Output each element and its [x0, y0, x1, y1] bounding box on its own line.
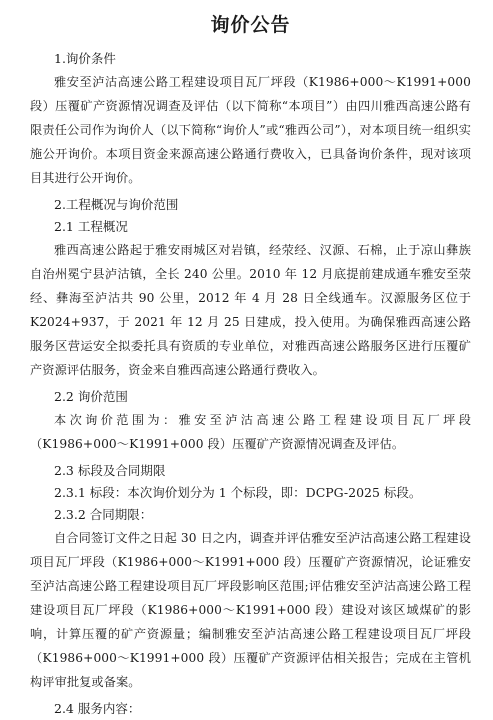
lot-item: 2.3.1 标段：本次询价划分为 1 个标段，即：DCPG-2025 标段。 [54, 485, 422, 500]
section-heading-overview-scope: 2.工程概况与询价范围 [54, 197, 179, 212]
contract-term-heading: 2.3.2 合同期限： [54, 507, 153, 522]
subsection-heading-service-content: 2.4 服务内容： [54, 701, 141, 716]
subsection-heading-lot-term: 2.3 标段及合同期限 [54, 463, 166, 478]
section-body-conditions: 雅安至泸沽高速公路工程建设项目瓦厂坪段（K1986+000～K1991+000 段）压覆矿产资源情况调查及评估（以下简称“本项目”）由四川雅西高速公路有限责任公司作为询价人（以下简称“询价人”或“雅西公司”），对本项目统一组织实施公开询价。本项目资金来源高速公路通行费收入，已具备询价条件，现对该项目其进行公开询价。 [30, 75, 471, 185]
page-title: 询价公告 [210, 14, 291, 36]
subsection-body-overview: 雅西高速公路起于雅安雨城区对岩镇，经荥经、汉源、石棉，止于凉山彝族自治州冕宁县泸沽镇，全长 240 公里。2010 年 12 月底提前建成通车雅安至荥经、彝海至泸沽共 90 公里，2012 年 4 月 28 日全线通车。汉源服务区位于 K2024+937，于 2021 年 12 月 25 日建成，投入使用。为确保雅西高速公路服务区营运安全拟委托具有资质的专业单位，对雅西高速公路服务区进行压覆矿产资源评估服务，资金来自雅西高速公路通行费收入。 [30, 243, 471, 377]
section-heading-conditions: 1.询价条件 [54, 51, 116, 66]
subsection-body-scope: 本次询价范围为：雅安至泸沽高速公路工程建设项目瓦厂坪段（K1986+000～K1991+000 段）压覆矿产资源情况调查及评估。 [30, 413, 471, 451]
subsection-heading-overview: 2.1 工程概况 [54, 219, 128, 234]
subsection-heading-scope: 2.2 询价范围 [54, 389, 128, 404]
contract-term-body: 自合同签订文件之日起 30 日之内，调查并评估雅安至泸沽高速公路工程建设项目瓦厂坪段（K1986+000～K1991+000 段）压覆矿产资源情况，论证雅安至泸沽高速公路工程建设项目瓦厂坪段影响区范围;评估雅安至泸沽高速公路工程建设项目瓦厂坪段（K1986+000～K1991+000 段）建设对该区域煤矿的影响，计算压覆的矿产资源量；编制雅安至泸沽高速公路工程建设项目瓦厂坪段（K1986+000～K1991+000 段）压覆矿产资源评估相关报告；完成在主管机构评审批复或备案。 [30, 531, 471, 689]
